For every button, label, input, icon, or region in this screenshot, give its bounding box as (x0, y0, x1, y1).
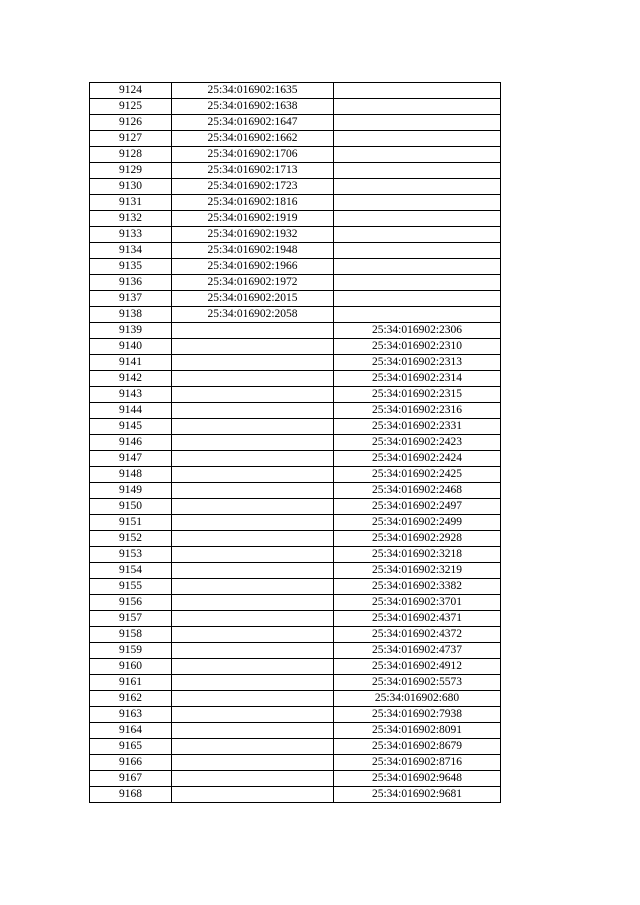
row-number-cell: 9146 (90, 435, 172, 451)
table-row (90, 227, 501, 243)
cadastral-number-alt-cell: 25:34:016902:680 (334, 691, 501, 707)
cadastral-number-alt-cell (334, 227, 501, 243)
table-row (90, 595, 501, 611)
cadastral-number-alt-cell: 25:34:016902:2313 (334, 355, 501, 371)
cadastral-number-cell (172, 467, 334, 483)
row-number-cell: 9124 (90, 83, 172, 99)
table-row (90, 467, 501, 483)
cadastral-number-alt-cell: 25:34:016902:2928 (334, 531, 501, 547)
cadastral-number-alt-cell: 25:34:016902:9648 (334, 771, 501, 787)
row-number-cell: 9162 (90, 691, 172, 707)
table-row (90, 691, 501, 707)
cadastral-number-alt-cell (334, 243, 501, 259)
table-row (90, 643, 501, 659)
row-number-cell: 9152 (90, 531, 172, 547)
row-number-cell: 9125 (90, 99, 172, 115)
cadastral-number-table (89, 82, 501, 803)
cadastral-number-alt-cell (334, 131, 501, 147)
cadastral-number-alt-cell (334, 163, 501, 179)
row-number-cell: 9145 (90, 419, 172, 435)
cadastral-number-alt-cell: 25:34:016902:2499 (334, 515, 501, 531)
table-row (90, 627, 501, 643)
cadastral-number-alt-cell (334, 179, 501, 195)
row-number-cell: 9150 (90, 499, 172, 515)
row-number-cell: 9134 (90, 243, 172, 259)
cadastral-number-alt-cell: 25:34:016902:2497 (334, 499, 501, 515)
table-row (90, 611, 501, 627)
cadastral-number-alt-cell: 25:34:016902:3382 (334, 579, 501, 595)
cadastral-number-alt-cell (334, 99, 501, 115)
cadastral-number-alt-cell: 25:34:016902:2306 (334, 323, 501, 339)
cadastral-number-cell (172, 563, 334, 579)
cadastral-number-cell (172, 387, 334, 403)
row-number-cell: 9135 (90, 259, 172, 275)
table-body (90, 83, 501, 803)
cadastral-number-cell: 25:34:016902:1706 (172, 147, 334, 163)
row-number-cell: 9167 (90, 771, 172, 787)
cadastral-number-cell (172, 355, 334, 371)
row-number-cell: 9141 (90, 355, 172, 371)
row-number-cell: 9142 (90, 371, 172, 387)
cadastral-number-cell (172, 787, 334, 803)
table-row (90, 275, 501, 291)
table-row (90, 291, 501, 307)
row-number-cell: 9131 (90, 195, 172, 211)
cadastral-number-cell: 25:34:016902:1932 (172, 227, 334, 243)
cadastral-number-alt-cell: 25:34:016902:2425 (334, 467, 501, 483)
row-number-cell: 9126 (90, 115, 172, 131)
cadastral-number-cell (172, 579, 334, 595)
cadastral-number-cell (172, 595, 334, 611)
cadastral-number-cell: 25:34:016902:1713 (172, 163, 334, 179)
cadastral-number-alt-cell (334, 115, 501, 131)
cadastral-number-cell (172, 515, 334, 531)
table-row (90, 739, 501, 755)
cadastral-number-alt-cell: 25:34:016902:9681 (334, 787, 501, 803)
table-row (90, 115, 501, 131)
cadastral-number-alt-cell: 25:34:016902:4912 (334, 659, 501, 675)
table-row (90, 483, 501, 499)
table-row (90, 355, 501, 371)
row-number-cell: 9133 (90, 227, 172, 243)
cadastral-number-alt-cell (334, 147, 501, 163)
row-number-cell: 9130 (90, 179, 172, 195)
cadastral-number-cell (172, 739, 334, 755)
cadastral-number-cell (172, 435, 334, 451)
row-number-cell: 9132 (90, 211, 172, 227)
row-number-cell: 9147 (90, 451, 172, 467)
table-row (90, 563, 501, 579)
table-row (90, 435, 501, 451)
table-row (90, 451, 501, 467)
cadastral-number-alt-cell: 25:34:016902:4372 (334, 627, 501, 643)
cadastral-number-cell (172, 339, 334, 355)
table-row (90, 99, 501, 115)
cadastral-number-cell (172, 691, 334, 707)
row-number-cell: 9164 (90, 723, 172, 739)
row-number-cell: 9148 (90, 467, 172, 483)
row-number-cell: 9153 (90, 547, 172, 563)
cadastral-number-cell: 25:34:016902:1972 (172, 275, 334, 291)
table-row (90, 499, 501, 515)
cadastral-number-alt-cell: 25:34:016902:2423 (334, 435, 501, 451)
cadastral-number-alt-cell: 25:34:016902:8716 (334, 755, 501, 771)
cadastral-number-alt-cell: 25:34:016902:8679 (334, 739, 501, 755)
row-number-cell: 9154 (90, 563, 172, 579)
table-row (90, 403, 501, 419)
row-number-cell: 9139 (90, 323, 172, 339)
cadastral-number-cell: 25:34:016902:1948 (172, 243, 334, 259)
cadastral-number-cell (172, 675, 334, 691)
cadastral-number-alt-cell: 25:34:016902:8091 (334, 723, 501, 739)
cadastral-number-alt-cell: 25:34:016902:2316 (334, 403, 501, 419)
cadastral-number-alt-cell (334, 275, 501, 291)
table-row (90, 707, 501, 723)
table-row (90, 371, 501, 387)
cadastral-number-alt-cell (334, 307, 501, 323)
cadastral-number-alt-cell: 25:34:016902:5573 (334, 675, 501, 691)
row-number-cell: 9165 (90, 739, 172, 755)
row-number-cell: 9144 (90, 403, 172, 419)
table-row (90, 147, 501, 163)
row-number-cell: 9168 (90, 787, 172, 803)
cadastral-number-cell (172, 371, 334, 387)
row-number-cell: 9159 (90, 643, 172, 659)
row-number-cell: 9128 (90, 147, 172, 163)
cadastral-number-alt-cell: 25:34:016902:7938 (334, 707, 501, 723)
table-row (90, 83, 501, 99)
table-row (90, 787, 501, 803)
table-row (90, 387, 501, 403)
row-number-cell: 9161 (90, 675, 172, 691)
cadastral-number-cell (172, 403, 334, 419)
cadastral-number-cell (172, 659, 334, 675)
cadastral-number-alt-cell: 25:34:016902:3218 (334, 547, 501, 563)
row-number-cell: 9155 (90, 579, 172, 595)
table-row (90, 339, 501, 355)
table-row (90, 211, 501, 227)
row-number-cell: 9127 (90, 131, 172, 147)
cadastral-number-cell (172, 451, 334, 467)
table-row (90, 515, 501, 531)
table-row (90, 531, 501, 547)
cadastral-number-alt-cell (334, 291, 501, 307)
cadastral-number-alt-cell: 25:34:016902:3701 (334, 595, 501, 611)
cadastral-number-alt-cell: 25:34:016902:3219 (334, 563, 501, 579)
cadastral-number-alt-cell: 25:34:016902:2331 (334, 419, 501, 435)
table-row (90, 579, 501, 595)
row-number-cell: 9137 (90, 291, 172, 307)
table-row (90, 195, 501, 211)
cadastral-number-cell (172, 643, 334, 659)
table-row (90, 323, 501, 339)
row-number-cell: 9160 (90, 659, 172, 675)
cadastral-number-cell: 25:34:016902:1638 (172, 99, 334, 115)
row-number-cell: 9138 (90, 307, 172, 323)
cadastral-number-alt-cell: 25:34:016902:2315 (334, 387, 501, 403)
cadastral-number-cell (172, 483, 334, 499)
cadastral-number-cell (172, 723, 334, 739)
cadastral-number-cell: 25:34:016902:1919 (172, 211, 334, 227)
cadastral-number-cell: 25:34:016902:1816 (172, 195, 334, 211)
row-number-cell: 9140 (90, 339, 172, 355)
table-row (90, 755, 501, 771)
cadastral-number-cell (172, 323, 334, 339)
cadastral-number-alt-cell (334, 211, 501, 227)
row-number-cell: 9151 (90, 515, 172, 531)
table-row (90, 307, 501, 323)
row-number-cell: 9136 (90, 275, 172, 291)
table-row (90, 419, 501, 435)
row-number-cell: 9143 (90, 387, 172, 403)
cadastral-number-cell (172, 755, 334, 771)
table-row (90, 547, 501, 563)
row-number-cell: 9149 (90, 483, 172, 499)
cadastral-number-cell: 25:34:016902:1647 (172, 115, 334, 131)
cadastral-number-cell (172, 627, 334, 643)
table-row (90, 659, 501, 675)
cadastral-number-cell (172, 771, 334, 787)
cadastral-number-alt-cell: 25:34:016902:2314 (334, 371, 501, 387)
table-row (90, 131, 501, 147)
cadastral-number-cell (172, 611, 334, 627)
cadastral-number-alt-cell (334, 195, 501, 211)
cadastral-number-cell (172, 707, 334, 723)
row-number-cell: 9129 (90, 163, 172, 179)
cadastral-number-alt-cell (334, 83, 501, 99)
table-row (90, 259, 501, 275)
row-number-cell: 9158 (90, 627, 172, 643)
cadastral-number-cell: 25:34:016902:1723 (172, 179, 334, 195)
table-row (90, 723, 501, 739)
table-row (90, 675, 501, 691)
cadastral-number-cell: 25:34:016902:2058 (172, 307, 334, 323)
cadastral-number-cell: 25:34:016902:1966 (172, 259, 334, 275)
table-row (90, 243, 501, 259)
cadastral-number-alt-cell: 25:34:016902:4737 (334, 643, 501, 659)
cadastral-number-cell (172, 499, 334, 515)
cadastral-number-alt-cell: 25:34:016902:2310 (334, 339, 501, 355)
table-row (90, 163, 501, 179)
cadastral-number-cell: 25:34:016902:2015 (172, 291, 334, 307)
cadastral-number-cell: 25:34:016902:1635 (172, 83, 334, 99)
table-row (90, 771, 501, 787)
cadastral-number-alt-cell (334, 259, 501, 275)
cadastral-number-cell (172, 419, 334, 435)
cadastral-number-cell (172, 531, 334, 547)
table-row (90, 179, 501, 195)
cadastral-number-alt-cell: 25:34:016902:2424 (334, 451, 501, 467)
row-number-cell: 9163 (90, 707, 172, 723)
cadastral-number-alt-cell: 25:34:016902:4371 (334, 611, 501, 627)
row-number-cell: 9157 (90, 611, 172, 627)
row-number-cell: 9156 (90, 595, 172, 611)
cadastral-number-alt-cell: 25:34:016902:2468 (334, 483, 501, 499)
row-number-cell: 9166 (90, 755, 172, 771)
cadastral-number-cell (172, 547, 334, 563)
cadastral-number-cell: 25:34:016902:1662 (172, 131, 334, 147)
